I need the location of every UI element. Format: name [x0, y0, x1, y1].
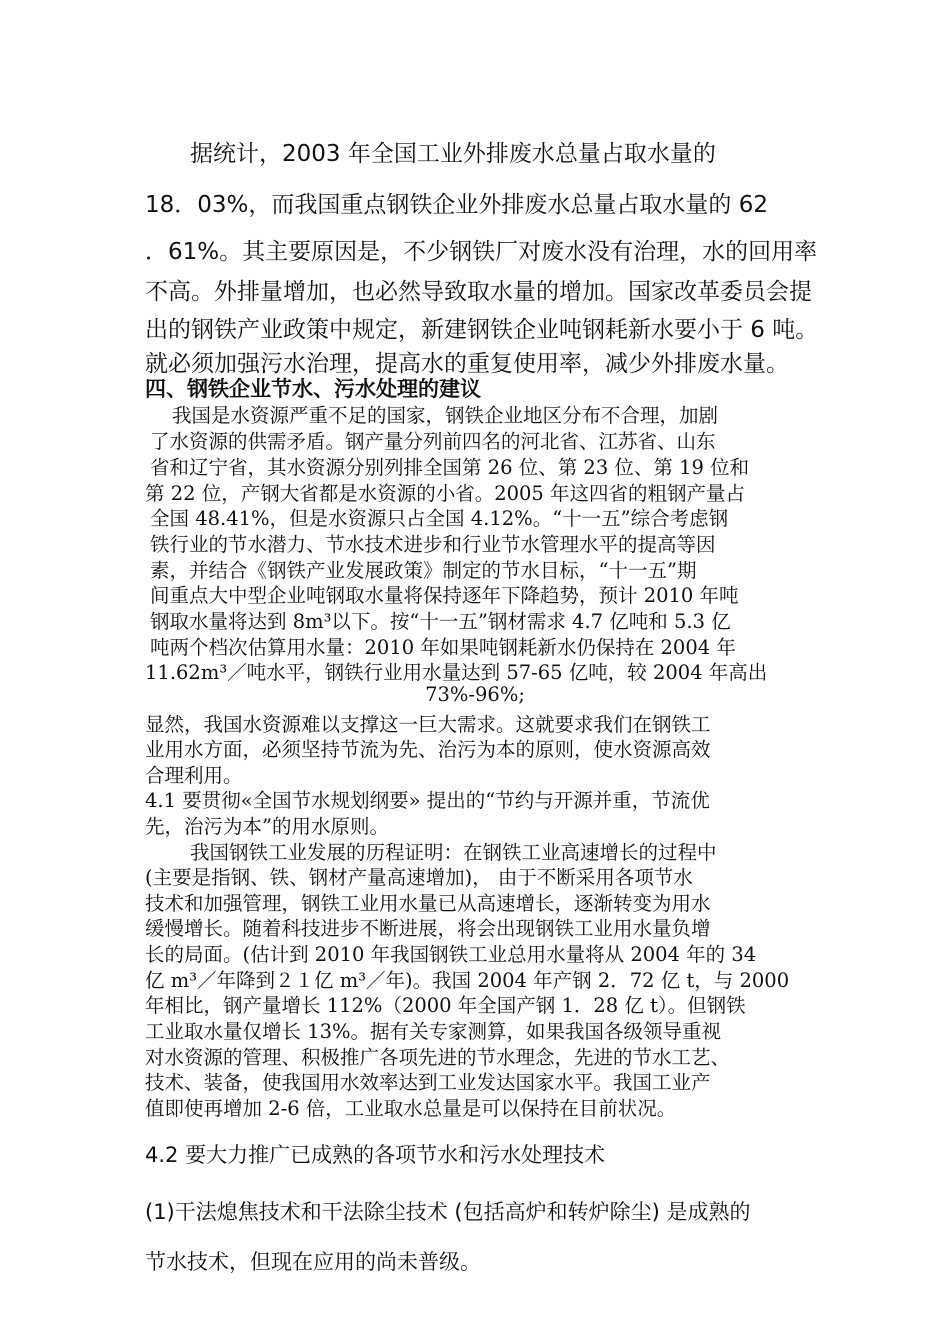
- text-line: 长的局面。(估计到 2010 年我国钢铁工业总用水量将从 2004 年的 34: [145, 943, 757, 966]
- text-line: 我国钢铁工业发展的历程证明：在钢铁工业高速增长的过程中: [190, 841, 717, 864]
- text-line: 先，治污为本”的用水原则。: [145, 815, 389, 838]
- text-line: 业用水方面，必须坚持节流为先、治污为本的原则，使水资源高效: [145, 738, 711, 761]
- subsection-4-2-heading: 4.2 要大力推广已成熟的各项节水和污水处理技术: [145, 1143, 606, 1167]
- text-line: 技术、装备，使我国用水效率达到工业发达国家水平。我国工业产: [145, 1071, 711, 1094]
- text-line: 就必须加强污水治理，提高水的重复使用率，减少外排废水量。: [145, 351, 789, 377]
- text-line: 节水技术，但现在应用的尚未普级。: [145, 1250, 481, 1274]
- text-line: 73%-96%;: [425, 683, 525, 706]
- text-line: 省和辽宁省，其水资源分别列排全国第 26 位、第 23 位、第 19 位和: [150, 456, 750, 479]
- text-line: 素，并结合《钢铁产业发展政策》制定的节水目标，“十一五”期: [150, 559, 697, 582]
- text-line: 显然，我国水资源难以支撑这一巨大需求。这就要求我们在钢铁工: [145, 713, 711, 736]
- text-line: 合理利用。: [145, 764, 243, 787]
- text-line: 18．03%，而我国重点钢铁企业外排废水总量占取水量的 62: [145, 192, 768, 218]
- section-heading: 四、钢铁企业节水、污水处理的建议: [145, 377, 481, 401]
- text-line: 了水资源的供需矛盾。钢产量分列前四名的河北省、江苏省、山东: [150, 430, 716, 453]
- text-line: 技术和加强管理，钢铁工业用水量已从高速增长，逐渐转变为用水: [145, 892, 711, 915]
- text-line: 出的钢铁产业政策中规定，新建钢铁企业吨钢耗新水要小于 6 吨。: [145, 317, 819, 343]
- text-line: 铁行业的节水潜力、节水技术进步和行业节水管理水平的提高等因: [150, 533, 716, 556]
- text-line: 11.62m³／吨水平，钢铁行业用水量达到 57-65 亿吨，较 2004 年高出: [145, 661, 768, 684]
- text-line: 年相比，钢产量增长 112%（2000 年全国产钢 1．28 亿 t）。但钢铁: [145, 994, 746, 1017]
- text-line: 4.1 要贯彻«全国节水规划纲要» 提出的“节约与开源并重，节流优: [145, 789, 710, 812]
- text-line: 我国是水资源严重不足的国家，钢铁企业地区分布不合理，加剧: [172, 404, 719, 427]
- text-line: 第 22 位，产钢大省都是水资源的小省。2005 年这四省的粗钢产量占: [145, 482, 746, 505]
- text-line: ．61%。其主要原因是，不少钢铁厂对废水没有治理，水的回用率: [145, 239, 818, 265]
- text-line: 缓慢增长。随着科技进步不断进展，将会出现钢铁工业用水量负增: [145, 917, 711, 940]
- text-line: 吨两个档次估算用水量：2010 年如果吨钢耗新水仍保持在 2004 年: [150, 636, 736, 659]
- text-line: 据统计，2003 年全国工业外排废水总量占取水量的: [190, 141, 716, 167]
- text-line: 间重点大中型企业吨钢取水量将保持逐年下降趋势，预计 2010 年吨: [150, 584, 739, 607]
- text-line: (1)干法熄焦技术和干法除尘技术 (包括高炉和转炉除尘) 是成熟的: [145, 1200, 751, 1224]
- text-line: 值即使再增加 2-6 倍，工业取水总量是可以保持在目前状况。: [145, 1097, 677, 1120]
- text-line: (主要是指钢、铁、钢材产量高速增加)， 由于不断采用各项节水: [145, 866, 693, 889]
- text-line: 工业取水量仅增长 13%。据有关专家测算，如果我国各级领导重视: [145, 1020, 722, 1043]
- text-line: 不高。外排量增加，也必然导致取水量的增加。国家改革委员会提: [145, 279, 812, 305]
- text-line: 对水资源的管理、积极推广各项先进的节水理念，先进的节水工艺、: [145, 1046, 731, 1069]
- text-line: 全国 48.41%，但是水资源只占全国 4.12%。“十一五”综合考虑钢: [150, 507, 729, 530]
- text-line: 钢取水量将达到 8m³以下。按“十一五”钢材需求 4.7 亿吨和 5.3 亿: [150, 610, 731, 633]
- text-line: 亿 m³／年降到２１亿 m³／年)。我国 2004 年产钢 2．72 亿 t，与 2000: [145, 969, 790, 992]
